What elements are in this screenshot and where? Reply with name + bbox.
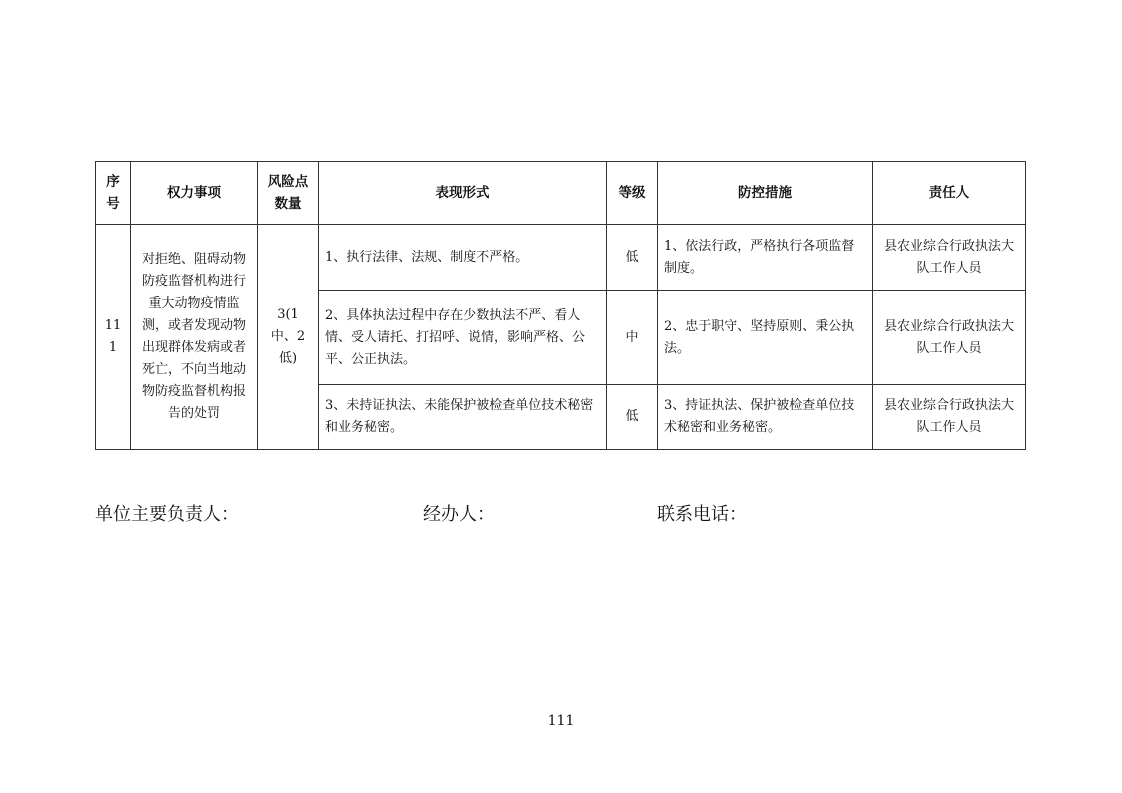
risk-table <box>95 161 1026 450</box>
header-index: 序号 <box>96 162 131 225</box>
table-row <box>96 225 1026 291</box>
handler-label: 经办人： <box>423 504 495 525</box>
unit-head-label: 单位主要负责人： <box>95 504 239 525</box>
cell-manifestation: 1、执行法律、法规、制度不严格。 <box>319 225 607 291</box>
header-manifestation: 表现形式 <box>319 162 607 225</box>
cell-responsible: 县农业综合行政执法大队工作人员 <box>873 225 1026 291</box>
cell-responsible: 县农业综合行政执法大队工作人员 <box>873 291 1026 385</box>
header-responsible: 责任人 <box>873 162 1026 225</box>
cell-level: 低 <box>607 225 658 291</box>
cell-risk-count: 3(1 中、2 低) <box>258 225 319 450</box>
page-number: 111 <box>547 713 575 729</box>
cell-level: 低 <box>607 385 658 450</box>
header-risk-count: 风险点数量 <box>258 162 319 225</box>
cell-index: 111 <box>96 225 131 450</box>
cell-responsible: 县农业综合行政执法大队工作人员 <box>873 385 1026 450</box>
header-power-item: 权力事项 <box>131 162 258 225</box>
table-header-row <box>96 162 1026 225</box>
header-level: 等级 <box>607 162 658 225</box>
cell-power-item: 对拒绝、阻碍动物防疫监督机构进行重大动物疫情监测，或者发现动物出现群体发病或者死亡，不向当地动物防疫监督机构报告的处罚 <box>131 225 258 450</box>
cell-measures: 3、持证执法、保护被检查单位技术秘密和业务秘密。 <box>658 385 873 450</box>
phone-label: 联系电话： <box>657 504 747 525</box>
cell-level: 中 <box>607 291 658 385</box>
cell-measures: 2、忠于职守、坚持原则、秉公执法。 <box>658 291 873 385</box>
cell-manifestation: 3、未持证执法、未能保护被检查单位技术秘密和业务秘密。 <box>319 385 607 450</box>
header-measures: 防控措施 <box>658 162 873 225</box>
cell-manifestation: 2、具体执法过程中存在少数执法不严、看人情、受人请托、打招呼、说情，影响严格、公平、公正执法。 <box>319 291 607 385</box>
cell-measures: 1、依法行政，严格执行各项监督制度。 <box>658 225 873 291</box>
